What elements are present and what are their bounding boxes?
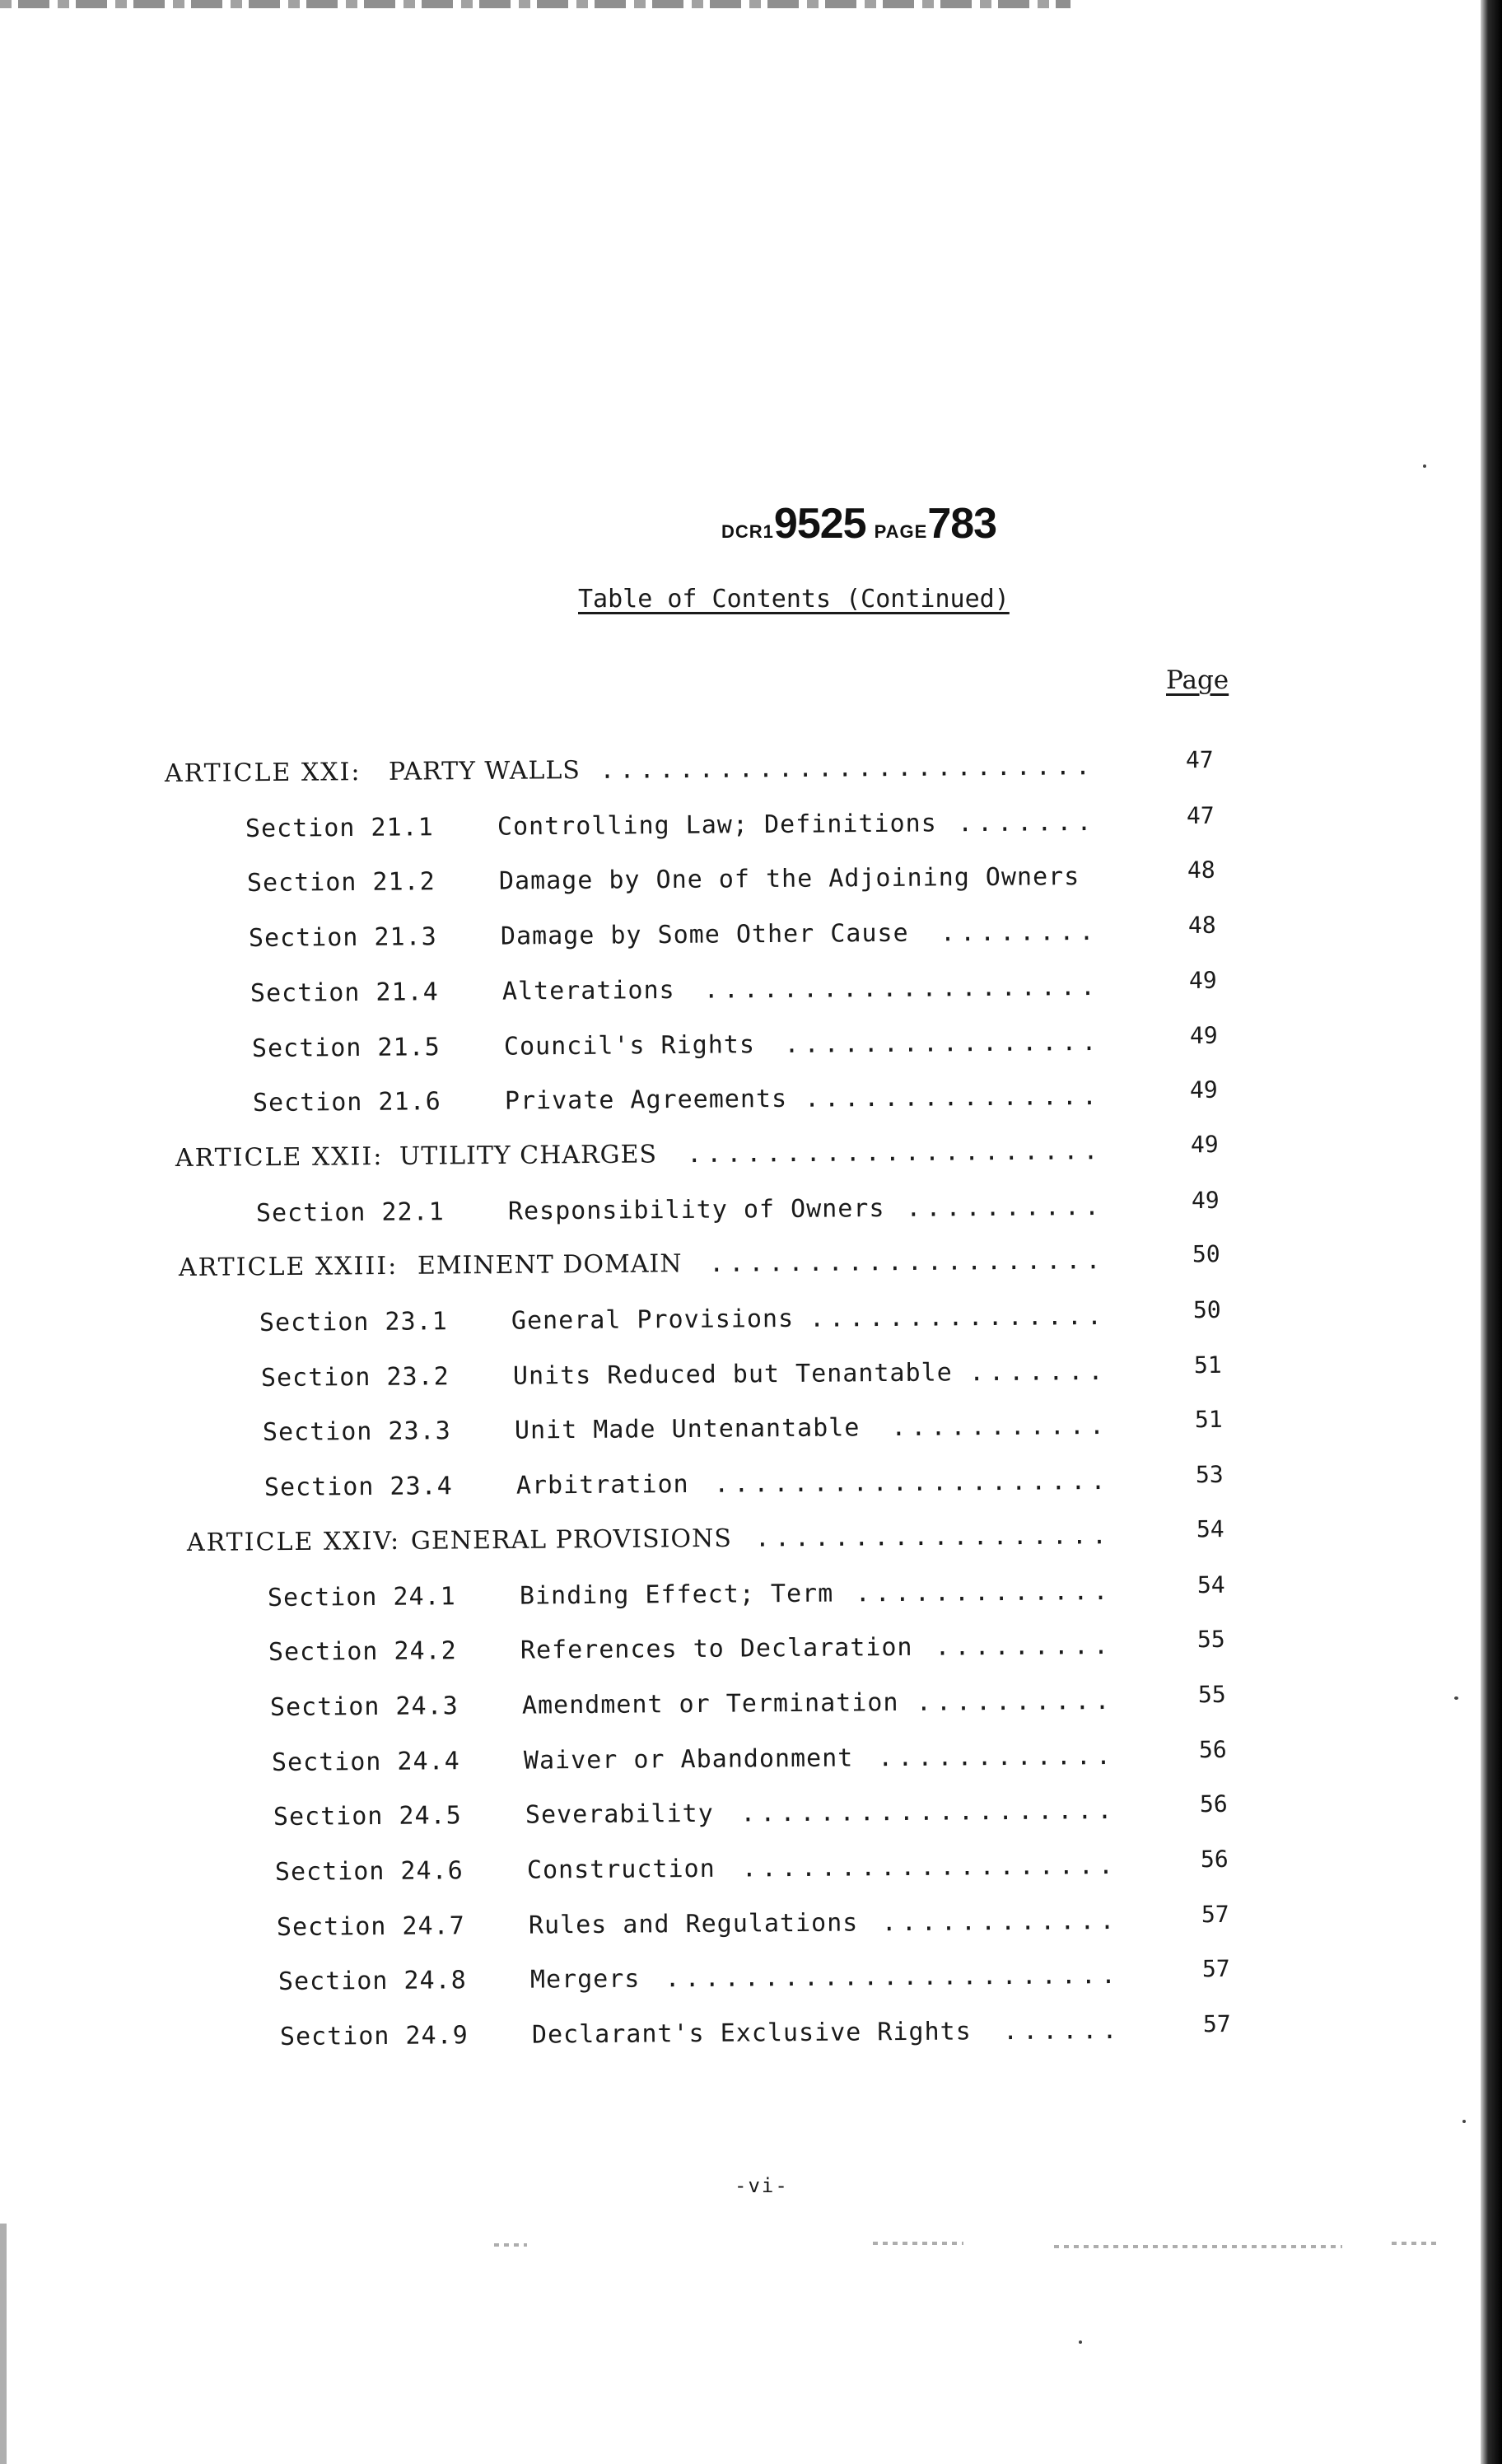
toc-page-number: 57 xyxy=(1201,1955,1230,1983)
section-label: Section 23.1 xyxy=(259,1307,448,1337)
toc-section-row xyxy=(272,1735,1227,1781)
toc-section-row xyxy=(274,1845,1229,1891)
section-title: Arbitration xyxy=(515,1470,689,1500)
toc-section-row xyxy=(256,1186,1220,1232)
section-label: Section 24.9 xyxy=(279,2021,469,2052)
section-label: Section 24.8 xyxy=(278,1966,467,1997)
article-label: ARTICLE XXI: xyxy=(164,758,362,788)
toc-page-number: 50 xyxy=(1192,1295,1221,1324)
section-label: Section 24.5 xyxy=(273,1801,462,1832)
toc-page-number: 51 xyxy=(1193,1351,1222,1379)
section-title: Waiver or Abandonment xyxy=(524,1743,854,1776)
section-label: Section 23.2 xyxy=(260,1361,450,1393)
leader-dots: ........ xyxy=(940,917,1099,948)
toc-page-number: 50 xyxy=(1192,1240,1220,1268)
page-column-header: Page xyxy=(1166,665,1229,695)
toc-section-row xyxy=(246,856,1215,902)
section-label: Section 24.6 xyxy=(274,1856,464,1887)
toc-section-row xyxy=(267,1570,1225,1616)
article-title: UTILITY CHARGES xyxy=(399,1140,658,1171)
section-title: Alterations xyxy=(501,975,675,1006)
leader-dots: ............ xyxy=(878,1741,1117,1772)
section-title: Council's Rights xyxy=(503,1029,755,1062)
section-title: Construction xyxy=(526,1854,716,1885)
section-label: Section 24.1 xyxy=(267,1581,456,1612)
section-label: Section 23.4 xyxy=(264,1472,453,1503)
toc-page-number: 57 xyxy=(1202,2010,1231,2038)
section-label: Section 21.5 xyxy=(251,1032,441,1063)
section-title: Private Agreements xyxy=(505,1085,788,1116)
leader-dots: ........... xyxy=(890,1412,1109,1443)
section-title: Damage by One of the Adjoining Owners xyxy=(498,862,1080,896)
section-title: Binding Effect; Term xyxy=(519,1579,833,1611)
leader-dots: ............... xyxy=(805,1082,1103,1113)
toc-section-row xyxy=(276,1900,1229,1946)
page-number: 783 xyxy=(927,500,997,548)
book-number: 9525 xyxy=(773,500,866,548)
leader-dots: ......... xyxy=(935,1631,1114,1662)
toc-page-number: 56 xyxy=(1200,1845,1229,1874)
toc-section-row xyxy=(278,1955,1230,2000)
leader-dots: ....... xyxy=(968,1356,1108,1387)
footer-page-number: -vi- xyxy=(735,2174,789,2197)
toc-page-number: 49 xyxy=(1188,966,1217,994)
section-title: General Provisions xyxy=(511,1304,795,1336)
section-label: Section 24.2 xyxy=(268,1636,458,1668)
book-prefix: DCR1 xyxy=(721,521,774,542)
section-label: Section 21.2 xyxy=(246,867,436,898)
section-label: Section 21.4 xyxy=(250,978,439,1008)
toc-section-row xyxy=(253,1076,1219,1122)
toc-page-number: 57 xyxy=(1201,1900,1229,1928)
toc-page-number: 56 xyxy=(1198,1735,1227,1763)
leader-dots: .................... xyxy=(713,1467,1111,1499)
leader-dots: .................. xyxy=(754,1520,1112,1553)
toc-article-row xyxy=(178,1240,1220,1286)
toc-section-row xyxy=(268,1626,1226,1671)
section-title: Unit Made Untenantable xyxy=(514,1413,861,1445)
leader-dots: ............ xyxy=(881,1906,1120,1937)
leader-dots: .......... xyxy=(916,1686,1115,1717)
section-title: References to Declaration xyxy=(520,1633,914,1665)
toc-page-number: 47 xyxy=(1186,801,1215,829)
section-label: Section 24.7 xyxy=(276,1911,465,1942)
toc-page-number: 51 xyxy=(1194,1406,1223,1434)
toc-page-number: 54 xyxy=(1196,1570,1225,1598)
article-title: GENERAL PROVISIONS xyxy=(410,1524,732,1556)
section-label: Section 21.6 xyxy=(253,1087,442,1118)
section-label: Section 21.1 xyxy=(245,812,434,843)
leader-dots: ............... xyxy=(809,1301,1108,1333)
leader-dots: ...... xyxy=(1002,2016,1122,2046)
section-label: Section 21.3 xyxy=(248,922,437,954)
section-title: Declarant's Exclusive Rights xyxy=(531,2017,972,2050)
toc-section-row xyxy=(260,1351,1222,1397)
toc-page-number: 55 xyxy=(1198,1680,1227,1709)
section-title: Amendment or Termination xyxy=(522,1687,899,1720)
leader-dots: ............. xyxy=(855,1576,1113,1608)
article-title: PARTY WALLS xyxy=(388,756,581,786)
section-label: Section 23.3 xyxy=(262,1416,451,1448)
article-title: EMINENT DOMAIN xyxy=(417,1249,683,1281)
toc-page-number: 47 xyxy=(1185,745,1214,774)
toc-page-number: 55 xyxy=(1197,1626,1226,1654)
section-label: Section 24.4 xyxy=(272,1746,461,1777)
leader-dots: .................... xyxy=(709,1246,1106,1279)
leader-dots: ..................... xyxy=(687,1136,1103,1169)
section-title: Severability xyxy=(525,1799,714,1830)
toc-page-number: 49 xyxy=(1191,1186,1220,1214)
section-title: Responsibility of Owners xyxy=(508,1193,885,1226)
section-title: Rules and Regulations xyxy=(528,1908,859,1940)
section-label: Section 22.1 xyxy=(256,1197,445,1228)
toc-section-row xyxy=(279,2010,1231,2056)
leader-dots: ....... xyxy=(957,807,1097,838)
toc-section-row xyxy=(251,1021,1218,1066)
toc-page-number: 53 xyxy=(1195,1460,1224,1489)
toc-section-row xyxy=(264,1460,1224,1506)
toc-section-row xyxy=(250,966,1217,1012)
toc-page-number: 49 xyxy=(1190,1076,1219,1104)
leader-dots: .................... xyxy=(703,972,1100,1005)
section-title: Controlling Law; Definitions xyxy=(497,809,937,842)
leader-dots: ....................... xyxy=(665,1961,1121,1994)
article-label: ARTICLE XXII: xyxy=(175,1141,384,1173)
toc-page-number: 49 xyxy=(1191,1130,1220,1159)
leader-dots: .......... xyxy=(906,1192,1105,1223)
page-prefix: PAGE xyxy=(874,521,928,542)
toc-section-row xyxy=(248,911,1216,957)
toc-page-number: 48 xyxy=(1187,856,1215,884)
leader-dots: ................... xyxy=(741,1850,1119,1883)
toc-section-row xyxy=(273,1790,1228,1836)
leader-dots: ......................... xyxy=(599,752,1096,785)
section-title: Mergers xyxy=(529,1964,641,1995)
toc-section-row xyxy=(259,1295,1221,1342)
section-label: Section 24.3 xyxy=(270,1692,459,1722)
leader-dots: ................... xyxy=(740,1796,1117,1828)
toc-section-row xyxy=(262,1406,1223,1451)
article-label: ARTICLE XXIV: xyxy=(186,1526,400,1557)
toc-section-row xyxy=(245,801,1215,847)
toc-article-row xyxy=(186,1514,1224,1561)
toc-page-number: 54 xyxy=(1196,1514,1224,1543)
section-title: Damage by Some Other Cause xyxy=(500,918,909,951)
toc-title: Table of Contents (Continued) xyxy=(578,585,1010,614)
section-title: Units Reduced but Tenantable xyxy=(512,1358,953,1391)
toc-page-number: 48 xyxy=(1187,911,1216,940)
toc-page-number: 56 xyxy=(1199,1790,1228,1818)
article-label: ARTICLE XXIII: xyxy=(178,1252,399,1283)
toc-page-number: 49 xyxy=(1189,1021,1218,1049)
toc-article-row xyxy=(175,1130,1220,1177)
leader-dots: ................ xyxy=(783,1027,1102,1059)
toc-article-row xyxy=(164,745,1214,792)
toc-section-row xyxy=(270,1680,1227,1726)
